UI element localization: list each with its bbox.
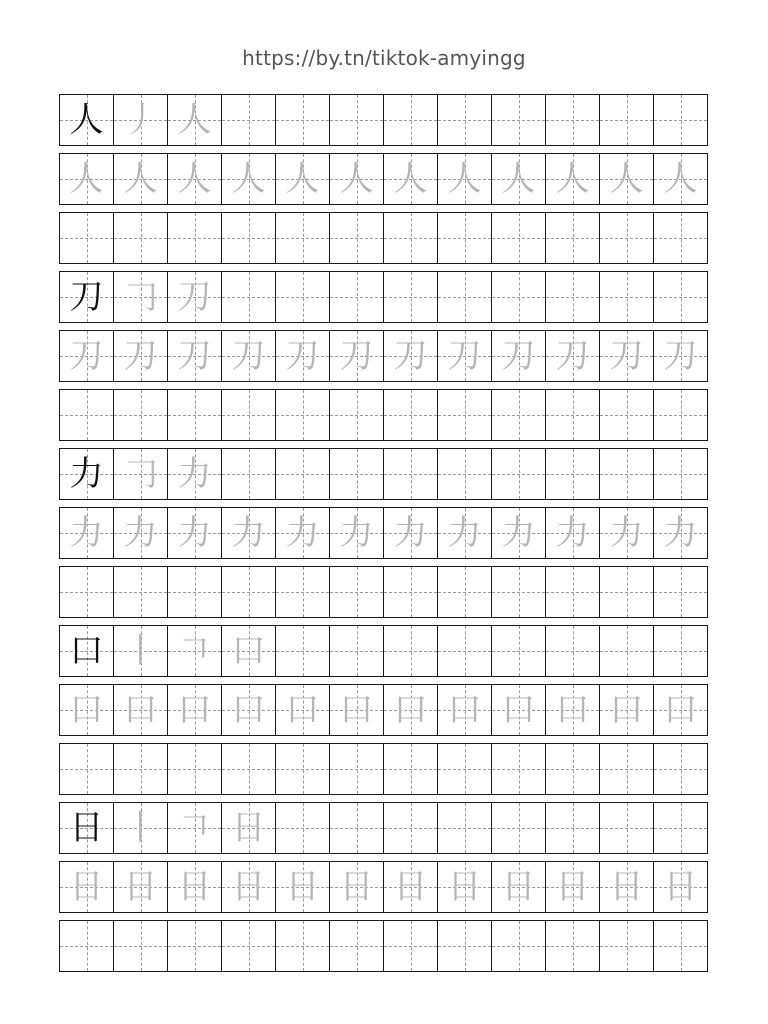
grid-cell	[276, 154, 330, 204]
trace-character: 口	[663, 690, 698, 730]
grid-cell	[654, 803, 707, 853]
grid-cell	[222, 390, 276, 440]
grid-cell	[546, 803, 600, 853]
trace-character: 刀	[609, 336, 644, 376]
grid-cell	[114, 272, 168, 322]
trace-character: 刀	[177, 336, 212, 376]
grid-cell	[654, 921, 707, 971]
grid-cell	[438, 331, 492, 381]
grid-cell	[492, 449, 546, 499]
tracing-row	[59, 507, 708, 559]
trace-character: 日	[177, 867, 212, 907]
grid-cell	[600, 508, 654, 558]
grid-cell	[492, 862, 546, 912]
grid-cell	[60, 685, 114, 735]
grid-cell	[168, 331, 222, 381]
practice-row	[59, 743, 708, 795]
grid-cell	[168, 272, 222, 322]
grid-cell	[276, 626, 330, 676]
grid-cell	[492, 213, 546, 263]
grid-cell	[492, 744, 546, 794]
grid-cell	[654, 685, 707, 735]
grid-cell	[168, 862, 222, 912]
model-character: 日	[69, 808, 104, 848]
grid-cell	[384, 508, 438, 558]
trace-character: 日	[285, 867, 320, 907]
grid-cell	[438, 626, 492, 676]
grid-cell	[438, 213, 492, 263]
grid-cell	[60, 508, 114, 558]
trace-character: 力	[177, 513, 212, 553]
grid-cell	[600, 390, 654, 440]
grid-cell	[276, 862, 330, 912]
grid-cell	[384, 449, 438, 499]
grid-cell	[492, 390, 546, 440]
grid-cell	[600, 626, 654, 676]
trace-character: 口	[177, 690, 212, 730]
practice-row	[59, 920, 708, 972]
grid-cell	[546, 508, 600, 558]
trace-character: 刀	[447, 336, 482, 376]
stroke-step: 丿	[123, 100, 158, 140]
stroke-order-row	[59, 802, 708, 854]
trace-character: 力	[663, 513, 698, 553]
trace-character: 日	[69, 867, 104, 907]
trace-character: 日	[447, 867, 482, 907]
grid-cell	[330, 921, 384, 971]
trace-character: 口	[609, 690, 644, 730]
grid-cell	[384, 803, 438, 853]
trace-character: 人	[339, 159, 374, 199]
grid-cell	[600, 744, 654, 794]
grid-cell	[222, 331, 276, 381]
grid-cell	[330, 803, 384, 853]
grid-cell	[168, 803, 222, 853]
trace-character: 力	[501, 513, 536, 553]
grid-cell	[330, 626, 384, 676]
grid-cell	[114, 862, 168, 912]
grid-cell	[276, 921, 330, 971]
trace-character: 口	[69, 690, 104, 730]
grid-cell	[60, 744, 114, 794]
grid-cell	[114, 213, 168, 263]
trace-character: 口	[123, 690, 158, 730]
grid-cell	[330, 331, 384, 381]
grid-cell	[330, 272, 384, 322]
trace-character: 口	[501, 690, 536, 730]
grid-cell	[114, 685, 168, 735]
grid-cell	[114, 154, 168, 204]
grid-cell	[330, 154, 384, 204]
grid-cell	[276, 95, 330, 145]
grid-cell	[600, 685, 654, 735]
trace-character: 刀	[123, 336, 158, 376]
grid-cell	[384, 95, 438, 145]
grid-cell	[60, 449, 114, 499]
grid-cell	[492, 567, 546, 617]
trace-character: 刀	[339, 336, 374, 376]
trace-character: 人	[501, 159, 536, 199]
grid-cell	[168, 508, 222, 558]
grid-cell	[654, 862, 707, 912]
practice-row	[59, 212, 708, 264]
grid-cell	[276, 449, 330, 499]
grid-cell	[384, 921, 438, 971]
grid-cell	[438, 390, 492, 440]
grid-cell	[222, 95, 276, 145]
trace-character: 力	[609, 513, 644, 553]
stroke-order-row	[59, 625, 708, 677]
grid-cell	[384, 567, 438, 617]
grid-cell	[600, 213, 654, 263]
grid-cell	[222, 213, 276, 263]
grid-cell	[654, 390, 707, 440]
grid-cell	[600, 862, 654, 912]
grid-cell	[114, 921, 168, 971]
trace-character: 力	[285, 513, 320, 553]
trace-character: 刀	[285, 336, 320, 376]
trace-character: 人	[447, 159, 482, 199]
stroke-order-row	[59, 94, 708, 146]
trace-character: 人	[123, 159, 158, 199]
grid-cell	[276, 567, 330, 617]
grid-cell	[222, 154, 276, 204]
grid-cell	[114, 803, 168, 853]
trace-character: 人	[69, 159, 104, 199]
trace-character: 口	[447, 690, 482, 730]
grid-cell	[222, 685, 276, 735]
grid-cell	[438, 449, 492, 499]
grid-cell	[654, 567, 707, 617]
grid-cell	[60, 626, 114, 676]
stroke-step: 口	[231, 631, 266, 671]
trace-character: 力	[555, 513, 590, 553]
grid-cell	[600, 272, 654, 322]
tracing-row	[59, 330, 708, 382]
grid-cell	[384, 331, 438, 381]
grid-cell	[546, 685, 600, 735]
grid-cell	[114, 744, 168, 794]
grid-cell	[384, 272, 438, 322]
grid-cell	[276, 744, 330, 794]
grid-cell	[330, 567, 384, 617]
grid-cell	[546, 154, 600, 204]
grid-cell	[600, 154, 654, 204]
stroke-step: 𠃍	[177, 631, 212, 671]
trace-character: 日	[339, 867, 374, 907]
grid-cell	[114, 95, 168, 145]
model-character: 口	[69, 631, 104, 671]
stroke-step: 人	[177, 100, 212, 140]
trace-character: 日	[393, 867, 428, 907]
trace-character: 力	[393, 513, 428, 553]
grid-cell	[492, 685, 546, 735]
trace-character: 刀	[231, 336, 266, 376]
grid-cell	[168, 921, 222, 971]
grid-cell	[600, 331, 654, 381]
grid-cell	[168, 154, 222, 204]
grid-cell	[168, 449, 222, 499]
grid-cell	[438, 508, 492, 558]
grid-cell	[114, 567, 168, 617]
trace-character: 日	[663, 867, 698, 907]
grid-cell	[114, 449, 168, 499]
grid-cell	[114, 508, 168, 558]
trace-character: 刀	[501, 336, 536, 376]
grid-cell	[222, 567, 276, 617]
stroke-order-row	[59, 448, 708, 500]
trace-character: 人	[393, 159, 428, 199]
grid-cell	[114, 390, 168, 440]
trace-character: 日	[609, 867, 644, 907]
grid-cell	[492, 626, 546, 676]
grid-cell	[222, 921, 276, 971]
grid-cell	[654, 449, 707, 499]
grid-cell	[330, 862, 384, 912]
trace-character: 刀	[69, 336, 104, 376]
trace-character: 口	[285, 690, 320, 730]
grid-cell	[438, 272, 492, 322]
stroke-step: 刀	[177, 277, 212, 317]
grid-cell	[60, 272, 114, 322]
stroke-step: 力	[177, 454, 212, 494]
grid-cell	[276, 331, 330, 381]
grid-cell	[546, 921, 600, 971]
trace-character: 力	[339, 513, 374, 553]
grid-cell	[114, 331, 168, 381]
grid-cell	[384, 862, 438, 912]
grid-cell	[168, 213, 222, 263]
grid-cell	[60, 862, 114, 912]
trace-character: 刀	[393, 336, 428, 376]
stroke-step: 丨	[123, 808, 158, 848]
grid-cell	[384, 154, 438, 204]
practice-row	[59, 389, 708, 441]
grid-cell	[492, 331, 546, 381]
grid-cell	[60, 95, 114, 145]
model-character: 人	[69, 100, 104, 140]
grid-cell	[546, 213, 600, 263]
grid-cell	[546, 862, 600, 912]
grid-cell	[492, 95, 546, 145]
tracing-row	[59, 153, 708, 205]
grid-cell	[546, 626, 600, 676]
grid-cell	[276, 685, 330, 735]
grid-cell	[438, 567, 492, 617]
grid-cell	[330, 744, 384, 794]
stroke-step: 丨	[123, 631, 158, 671]
model-character: 刀	[69, 277, 104, 317]
grid-cell	[276, 390, 330, 440]
model-character: 力	[69, 454, 104, 494]
trace-character: 口	[555, 690, 590, 730]
grid-cell	[60, 567, 114, 617]
grid-cell	[492, 154, 546, 204]
grid-cell	[654, 272, 707, 322]
grid-cell	[60, 921, 114, 971]
grid-cell	[600, 449, 654, 499]
grid-cell	[654, 331, 707, 381]
trace-character: 人	[177, 159, 212, 199]
grid-cell	[654, 95, 707, 145]
trace-character: 人	[609, 159, 644, 199]
trace-character: 人	[285, 159, 320, 199]
grid-cell	[492, 803, 546, 853]
trace-character: 人	[663, 159, 698, 199]
grid-cell	[546, 744, 600, 794]
trace-character: 口	[231, 690, 266, 730]
grid-cell	[438, 803, 492, 853]
trace-character: 日	[231, 867, 266, 907]
tracing-row	[59, 684, 708, 736]
grid-cell	[384, 744, 438, 794]
grid-cell	[222, 449, 276, 499]
grid-cell	[654, 154, 707, 204]
grid-cell	[384, 685, 438, 735]
trace-character: 刀	[555, 336, 590, 376]
grid-cell	[168, 626, 222, 676]
stroke-order-row	[59, 271, 708, 323]
grid-cell	[222, 272, 276, 322]
grid-cell	[384, 213, 438, 263]
grid-cell	[276, 803, 330, 853]
grid-cell	[60, 213, 114, 263]
trace-character: 口	[393, 690, 428, 730]
grid-cell	[330, 95, 384, 145]
trace-character: 日	[123, 867, 158, 907]
grid-cell	[546, 95, 600, 145]
trace-character: 刀	[663, 336, 698, 376]
practice-sheet	[59, 94, 708, 979]
grid-cell	[492, 508, 546, 558]
grid-cell	[60, 331, 114, 381]
stroke-step: 𠃍	[177, 808, 212, 848]
grid-cell	[600, 567, 654, 617]
grid-cell	[330, 508, 384, 558]
grid-cell	[546, 449, 600, 499]
trace-character: 力	[123, 513, 158, 553]
grid-cell	[600, 921, 654, 971]
grid-cell	[384, 390, 438, 440]
grid-cell	[438, 154, 492, 204]
grid-cell	[546, 390, 600, 440]
tracing-row	[59, 861, 708, 913]
grid-cell	[222, 626, 276, 676]
grid-cell	[60, 803, 114, 853]
grid-cell	[168, 744, 222, 794]
grid-cell	[222, 862, 276, 912]
grid-cell	[654, 744, 707, 794]
grid-cell	[438, 744, 492, 794]
grid-cell	[438, 862, 492, 912]
source-url: https://by.tn/tiktok-amyingg	[242, 46, 526, 70]
grid-cell	[168, 95, 222, 145]
grid-cell	[438, 685, 492, 735]
grid-cell	[168, 567, 222, 617]
grid-cell	[222, 508, 276, 558]
grid-cell	[168, 390, 222, 440]
grid-cell	[546, 331, 600, 381]
grid-cell	[438, 95, 492, 145]
trace-character: 人	[231, 159, 266, 199]
trace-character: 力	[447, 513, 482, 553]
grid-cell	[438, 921, 492, 971]
practice-row	[59, 566, 708, 618]
grid-cell	[114, 626, 168, 676]
grid-cell	[222, 803, 276, 853]
grid-cell	[654, 508, 707, 558]
grid-cell	[276, 508, 330, 558]
trace-character: 力	[231, 513, 266, 553]
grid-cell	[330, 685, 384, 735]
grid-cell	[276, 272, 330, 322]
grid-cell	[168, 685, 222, 735]
grid-cell	[330, 449, 384, 499]
grid-cell	[60, 154, 114, 204]
stroke-step: 𠃌	[123, 277, 158, 317]
trace-character: 人	[555, 159, 590, 199]
grid-cell	[546, 567, 600, 617]
grid-cell	[654, 626, 707, 676]
stroke-step: 日	[231, 808, 266, 848]
grid-cell	[276, 213, 330, 263]
grid-cell	[600, 95, 654, 145]
trace-character: 力	[69, 513, 104, 553]
grid-cell	[330, 213, 384, 263]
grid-cell	[600, 803, 654, 853]
grid-cell	[492, 921, 546, 971]
grid-cell	[492, 272, 546, 322]
grid-cell	[654, 213, 707, 263]
grid-cell	[222, 744, 276, 794]
grid-cell	[330, 390, 384, 440]
stroke-step: 𠃌	[123, 454, 158, 494]
trace-character: 口	[339, 690, 374, 730]
grid-cell	[384, 626, 438, 676]
trace-character: 日	[555, 867, 590, 907]
trace-character: 日	[501, 867, 536, 907]
grid-cell	[546, 272, 600, 322]
grid-cell	[60, 390, 114, 440]
